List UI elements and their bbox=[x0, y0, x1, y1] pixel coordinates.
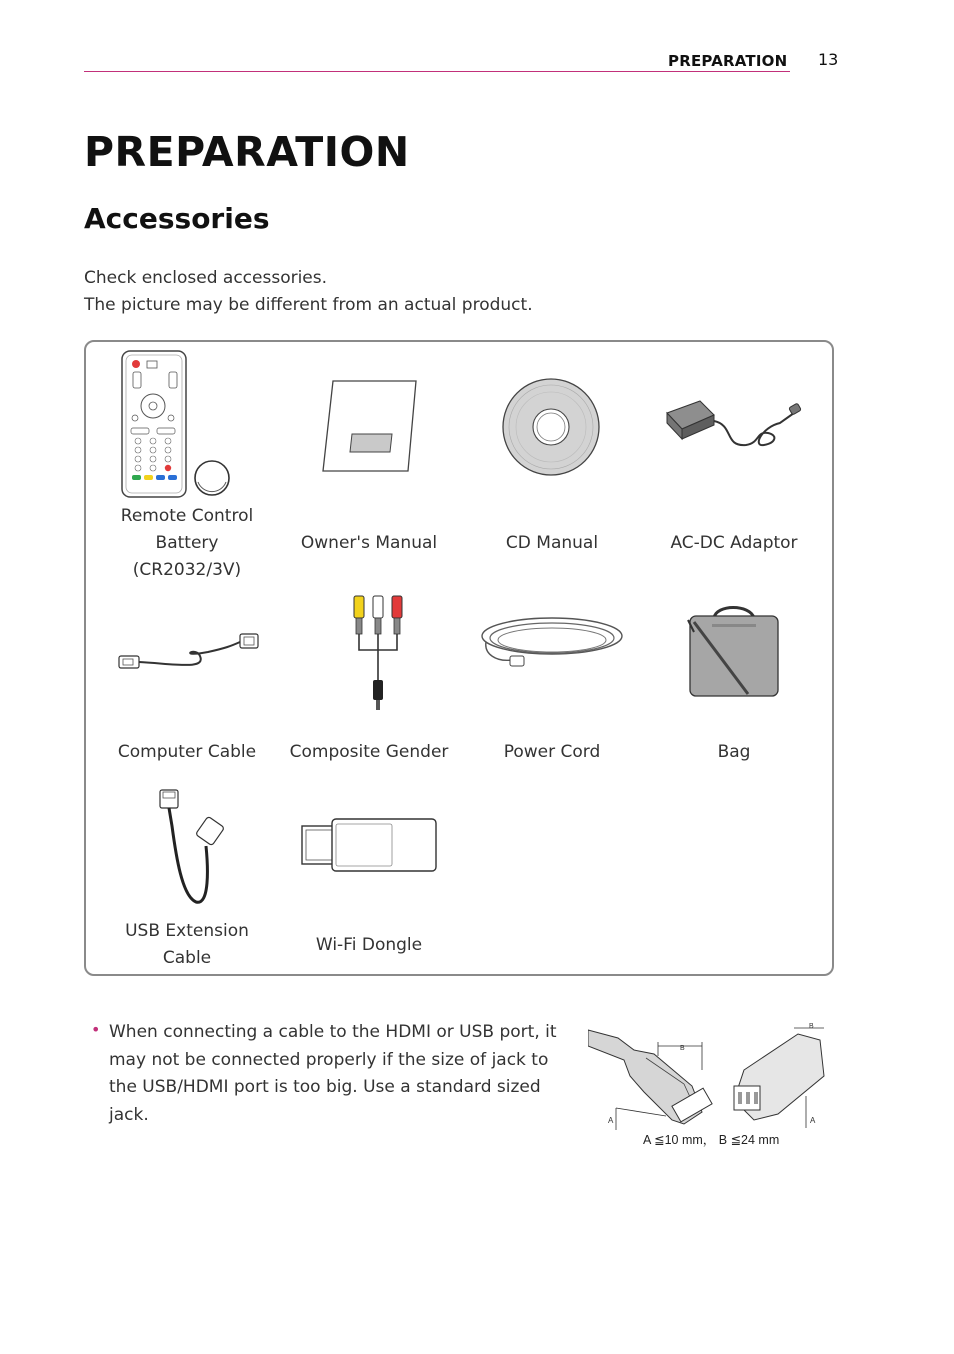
accessory-label-wifi-dongle bbox=[278, 932, 460, 959]
accessory-label-line: Remote Control bbox=[120, 506, 254, 526]
usb-extension-cable-icon bbox=[156, 786, 232, 908]
accessory-label-line: AC-DC Adaptor bbox=[670, 533, 798, 553]
bag-icon bbox=[684, 602, 784, 698]
note-bullet: • bbox=[91, 1020, 101, 1039]
accessory-label-line: CD Manual bbox=[505, 533, 599, 553]
accessory-label-usb-extension-cable bbox=[96, 918, 278, 972]
accessory-label-line: Wi-Fi Dongle bbox=[315, 935, 423, 955]
ac-dc-adaptor-icon bbox=[664, 395, 804, 457]
jack-label-b: B bbox=[680, 1045, 685, 1052]
power-cord-icon bbox=[476, 610, 628, 670]
computer-cable-icon bbox=[116, 630, 262, 672]
intro-line: Check enclosed accessories. bbox=[84, 268, 328, 288]
section-heading: Accessories bbox=[84, 202, 270, 235]
jack-size-caption: A ≦10 mm， B ≦24 mm bbox=[643, 1133, 780, 1147]
note-text: When connecting a cable to the HDMI or USB port, it may not be connected properly if the size of jack to the USB/HDMI port is too big. Use a standard sized jack. bbox=[109, 1022, 557, 1125]
accessory-label-line: Cable bbox=[162, 948, 212, 968]
accessory-label-remote-control bbox=[96, 503, 278, 584]
accessory-label-bag bbox=[643, 739, 825, 766]
intro-text bbox=[84, 265, 533, 319]
accessory-label-line: Bag bbox=[717, 742, 751, 762]
accessory-label-line: Computer Cable bbox=[117, 742, 257, 762]
accessory-label-line: USB Extension bbox=[125, 921, 249, 941]
jack-label-b: B bbox=[809, 1023, 814, 1030]
jack-size-diagram bbox=[588, 1016, 834, 1130]
remote-control-battery-icon bbox=[118, 348, 238, 500]
accessory-label-line: Power Cord bbox=[503, 742, 601, 762]
accessory-label-computer-cable bbox=[96, 739, 278, 766]
intro-line: The picture may be different from an actual product. bbox=[84, 295, 533, 315]
jack-label-a: A bbox=[608, 1116, 614, 1125]
owners-manual-icon bbox=[320, 378, 420, 474]
wifi-dongle-icon bbox=[300, 816, 440, 874]
header-divider bbox=[84, 71, 790, 72]
cd-icon bbox=[500, 377, 604, 477]
composite-gender-icon bbox=[348, 592, 408, 714]
accessory-label-power-cord bbox=[461, 739, 643, 766]
accessory-label-composite-gender bbox=[278, 739, 460, 766]
page-number: 13 bbox=[818, 50, 839, 69]
jack-label-a: A bbox=[810, 1116, 816, 1125]
accessory-label-line: (CR2032/3V) bbox=[132, 560, 242, 580]
accessory-label-line: Owner's Manual bbox=[300, 533, 438, 553]
accessory-label-cd-manual bbox=[461, 530, 643, 557]
accessory-label-line: Battery bbox=[155, 533, 219, 553]
accessory-label-owners-manual bbox=[278, 530, 460, 557]
header-section-title: PREPARATION bbox=[668, 52, 788, 70]
accessory-label-ac-dc-adaptor bbox=[643, 530, 825, 557]
accessory-label-line: Composite Gender bbox=[289, 742, 449, 762]
page-title: PREPARATION bbox=[84, 128, 410, 176]
